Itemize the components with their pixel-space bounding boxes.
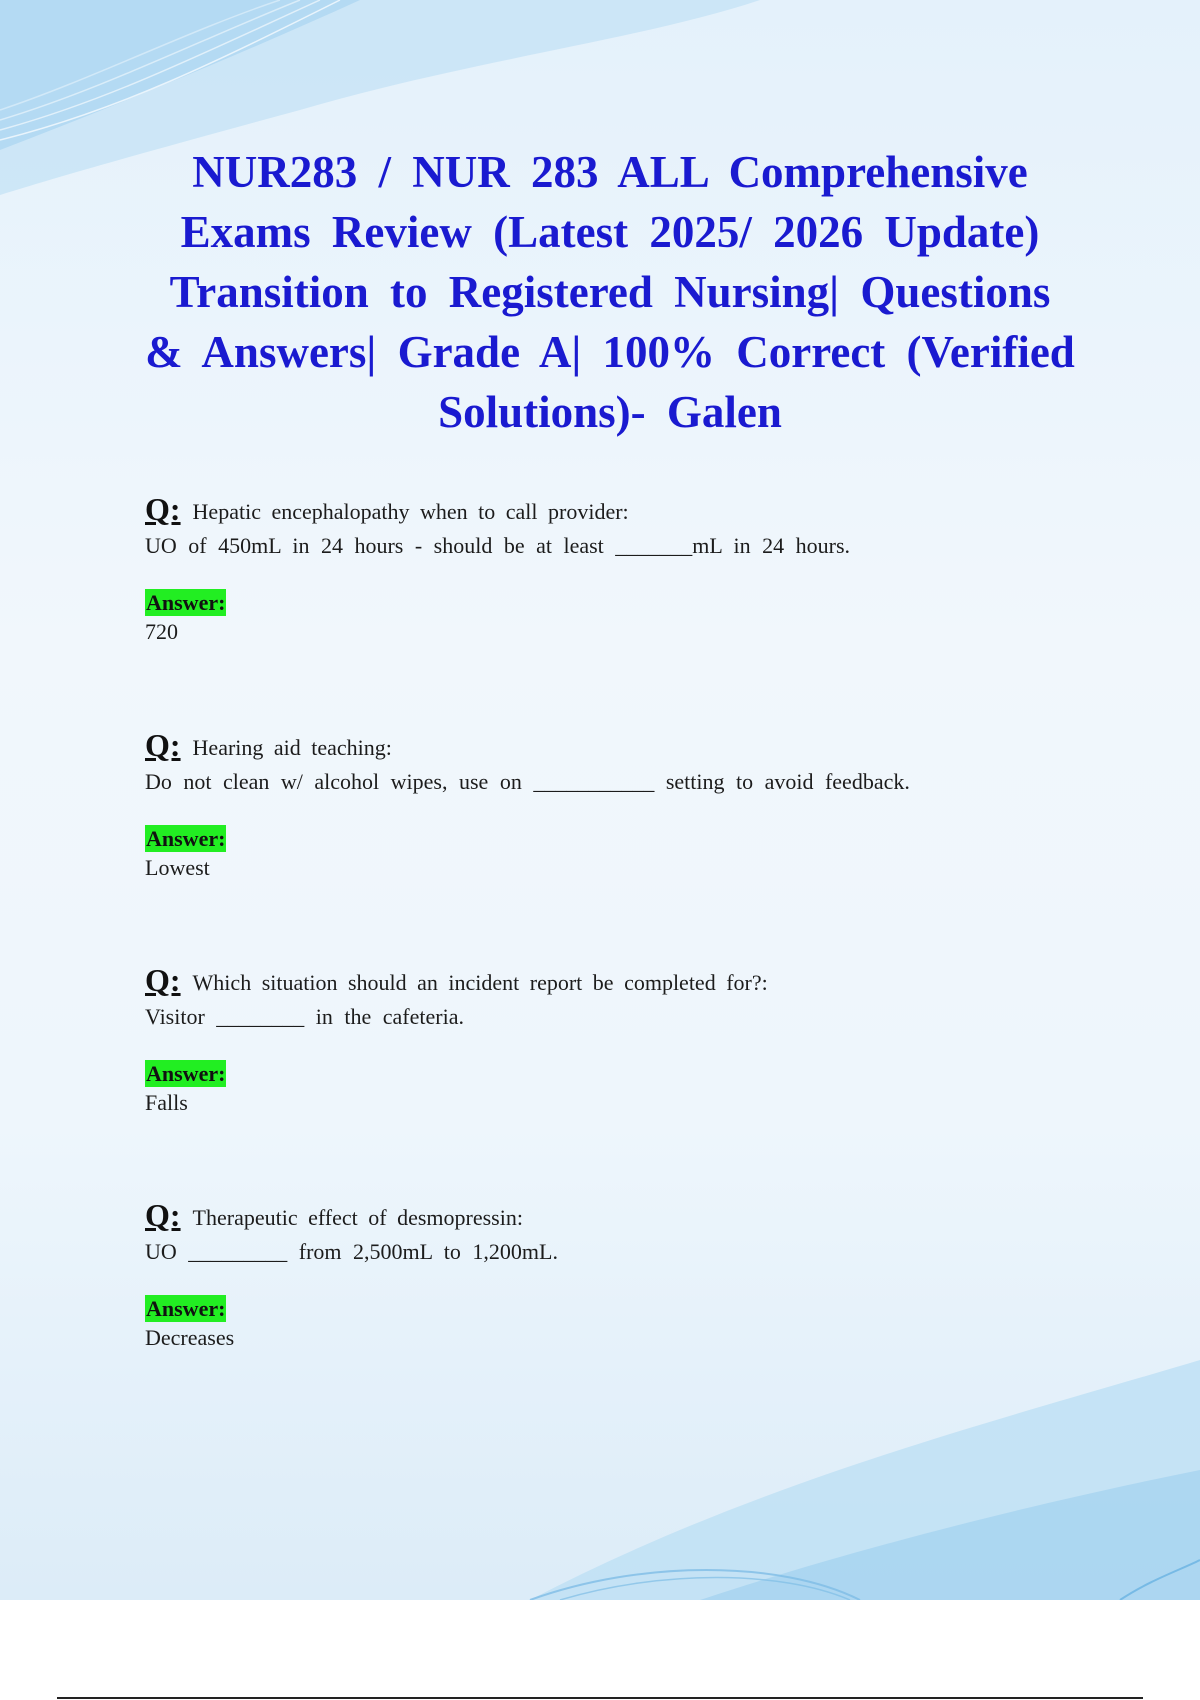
answer-label: Answer: [146,1296,226,1321]
answer-text: Falls [145,1090,188,1115]
answer-label: Answer: [146,1061,226,1086]
qa-item [145,1198,1075,1353]
answer-text: 720 [145,619,178,644]
question-line [145,963,1075,1000]
question-detail: UO of 450mL in 24 hours - should be at least _______mL in 24 hours. [145,533,851,558]
question-marker: Q: [145,962,181,998]
question-line [145,492,1075,529]
question-marker: Q: [145,1197,181,1233]
answer-text: Lowest [145,855,210,880]
answer-text: Decreases [145,1325,235,1350]
question-text: Hearing aid teaching: [192,735,392,760]
footer-divider [57,1697,1143,1699]
question-text: Hepatic encephalopathy when to call provider: [192,499,629,524]
question-line [145,728,1075,765]
question-detail: Visitor ________ in the cafeteria. [145,1004,464,1029]
question-marker: Q: [145,491,181,527]
qa-item [145,492,1075,647]
qa-item [145,728,1075,883]
answer-label: Answer: [146,826,226,851]
question-detail: Do not clean w/ alcohol wipes, use on ___________ setting to avoid feedback. [145,769,910,794]
document-title: NUR283 / NUR 283 ALL Comprehensive Exams Review (Latest 2025/ 2026 Update) Transition to Registered Nursing| Questions & Answers| Grade A| 100% Correct (Verified Solutions)- Galen [145,147,1075,437]
answer-label: Answer: [146,590,226,615]
question-detail: UO _________ from 2,500mL to 1,200mL. [145,1239,558,1264]
question-text: Which situation should an incident report be completed for?: [192,970,768,995]
qa-item [145,963,1075,1118]
question-line [145,1198,1075,1235]
question-text: Therapeutic effect of desmopressin: [192,1205,523,1230]
question-marker: Q: [145,727,181,763]
